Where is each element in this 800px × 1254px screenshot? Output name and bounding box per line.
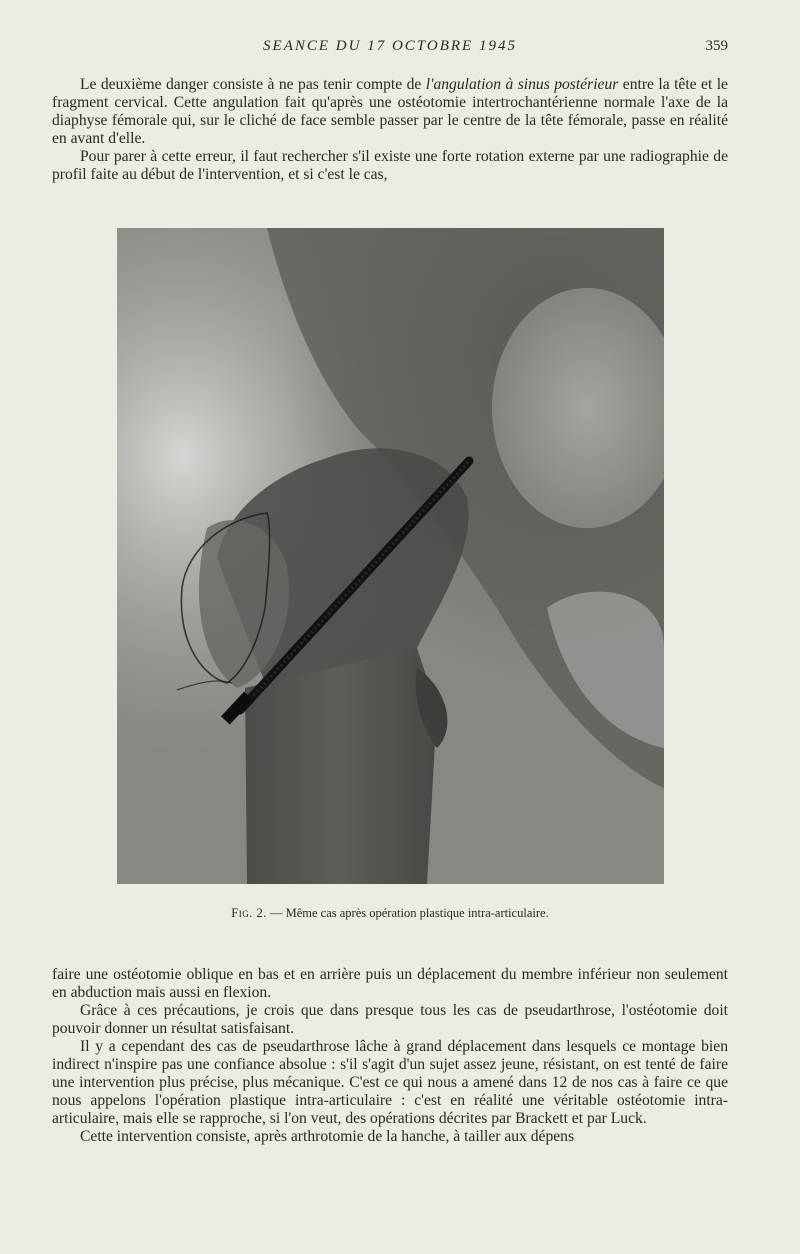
paragraph (52, 1128, 728, 1146)
xray-figure (117, 228, 664, 884)
running-title: SEANCE DU 17 OCTOBRE 1945 (263, 38, 517, 54)
page-number: 359 (705, 38, 728, 54)
text-run: Grâce à ces précautions, je crois que dans presque tous les cas de pseudarthrose, l'ostéotomie doit pouvoir donner un résultat satisfaisant. (52, 1002, 728, 1037)
emphasis-text: l'angulation à sinus postérieur (425, 76, 619, 93)
body-text-top (52, 76, 728, 184)
figure-caption-text: — Même cas après opération plastique intra-articulaire. (266, 906, 549, 920)
hip-radiograph (117, 228, 664, 884)
text-run: Cette intervention consiste, après arthrotomie de la hanche, à tailler aux dépens (80, 1128, 575, 1145)
paragraph (52, 966, 728, 1002)
text-run: Il y a cependant des cas de pseudarthrose lâche à grand déplacement dans lesquels ce montage bien indirect n'inspire pas une confiance absolue : s'il s'agit d'un sujet assez jeune, résistant, on est tenté de faire une intervention plus précise, plus mécanique. C'est ce qui nous a amené dans 12 de nos cas à faire ce que nous appelons l'opération plastique intra-articulaire : c'est en réalité une véritable ostéotomie intra-articulaire, mais elle se rapproche, si l'on veut, des opérations décrites par Brackett et par Luck. (52, 1038, 728, 1127)
text-run: entre la tête et le fragment cervical. Cette angulation fait qu'après une ostéotomie intertrochantérienne normale l'axe de la diaphyse fémorale qui, sur le cliché de face semble passer par le centre de la tête fémorale, passe en réalité en avant d'elle. (52, 76, 728, 147)
running-header (52, 38, 728, 62)
body-text-bottom (52, 966, 728, 1146)
figure-caption (52, 906, 728, 921)
paragraph (52, 76, 728, 148)
paragraph (52, 1038, 728, 1128)
text-run: faire une ostéotomie oblique en bas et en arrière puis un déplacement du membre inférieur non seulement en abduction mais aussi en flexion. (52, 966, 728, 1001)
figure-label: Fig. 2. (231, 906, 267, 920)
paragraph (52, 1002, 728, 1038)
paragraph (52, 148, 728, 184)
text-run: Pour parer à cette erreur, il faut rechercher s'il existe une forte rotation externe par une radiographie de profil faite au début de l'intervention, et si c'est le cas, (52, 148, 728, 183)
text-run: Le deuxième danger consiste à ne pas tenir compte de (80, 76, 426, 93)
